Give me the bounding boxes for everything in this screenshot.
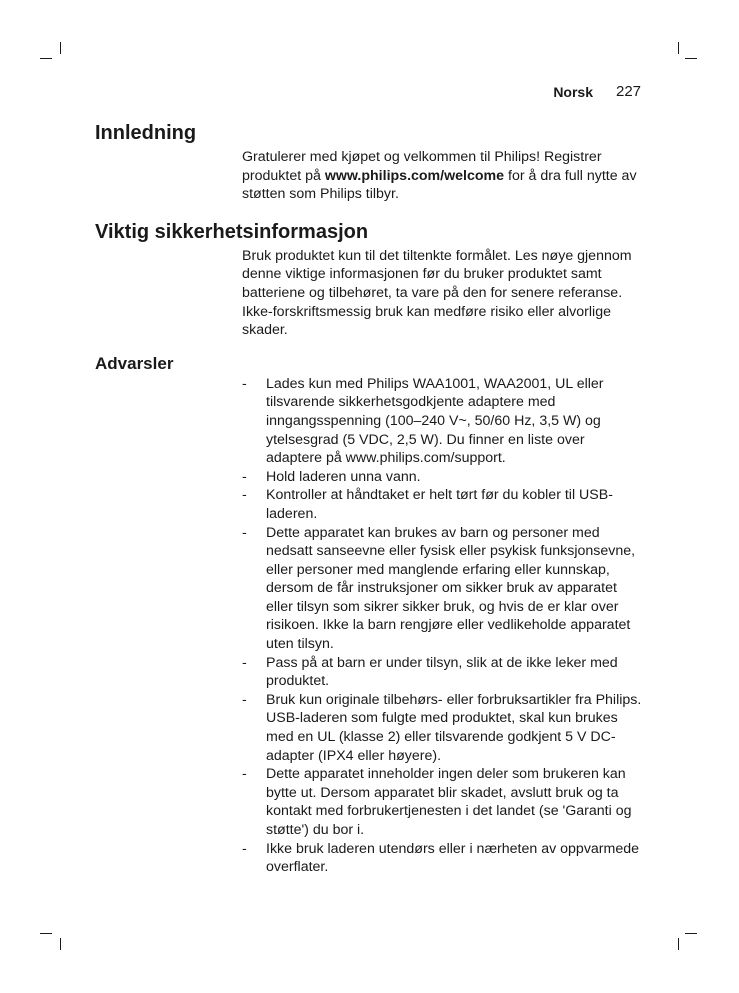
bullet-dash: - <box>242 468 247 485</box>
bullet-dash: - <box>242 766 247 783</box>
bullet-dash: - <box>242 375 247 392</box>
bullet-dash: - <box>242 487 247 504</box>
page-content <box>95 120 655 877</box>
list-item <box>242 375 644 468</box>
bullet-dash: - <box>242 654 247 671</box>
section-safety-information <box>95 219 655 340</box>
intro-text-before: Gratulerer med kjøpet og velkommen til Philips! Registrer produktet på <box>242 149 602 184</box>
crop-mark-bottom-left-h <box>40 933 52 934</box>
crop-mark-top-left-h <box>40 58 52 59</box>
crop-mark-bottom-right-h <box>685 933 697 934</box>
crop-mark-top-right-h <box>685 58 697 59</box>
list-item <box>242 691 644 765</box>
warning-text: Bruk kun originale tilbehørs- eller forbruksartikler fra Philips. USB-laderen som fulgte med produktet, skal kun brukes med en UL (klasse 2) eller tilsvarende godkjent 5 V DC-adapter (IPX4 eller høyere). <box>266 691 642 764</box>
introduction-paragraph <box>242 148 642 204</box>
list-item <box>242 840 644 877</box>
list-item <box>242 486 644 523</box>
crop-mark-bottom-right-v <box>678 938 679 950</box>
warning-text: Lades kun med Philips WAA1001, WAA2001, UL eller tilsvarende sikkerhetsgodkjente adaptere med inngangsspenning (100–240 V~, 50/60 Hz, 3,5 W) og ytelsesgrad (5 VDC, 2,5 W). Du finner en liste over adaptere på www.philips.com/support. <box>266 375 604 467</box>
section-introduction <box>95 120 655 204</box>
intro-text-after: for å dra full nytte av støtten som Philips tilbyr. <box>242 167 637 203</box>
list-item <box>242 765 644 839</box>
warning-text: Hold laderen unna vann. <box>266 468 421 485</box>
warning-text: Kontroller at håndtaket er helt tørt før du kobler til USB-laderen. <box>266 487 613 522</box>
list-item <box>242 524 644 654</box>
bullet-dash: - <box>242 840 247 857</box>
bullet-dash: - <box>242 691 247 708</box>
crop-mark-top-left-v <box>60 42 61 54</box>
welcome-link: www.philips.com/welcome <box>324 167 505 184</box>
crop-mark-top-right-v <box>678 42 679 54</box>
crop-mark-bottom-left-v <box>60 938 61 950</box>
bullet-dash: - <box>242 524 247 541</box>
warnings-list <box>95 375 644 877</box>
warning-text: Pass på at barn er under tilsyn, slik at de ikke leker med produktet. <box>266 654 618 690</box>
list-item <box>242 654 644 691</box>
list-item <box>242 468 644 487</box>
warning-text: Dette apparatet inneholder ingen deler som brukeren kan bytte ut. Dersom apparatet blir skadet, avslutt bruk og ta kontakt med forbrukertjenesten i det landet (se 'Garanti og støtte') du bor i. <box>266 766 632 838</box>
safety-paragraph: Bruk produktet kun til det tiltenkte formålet. Les nøye gjennom denne viktige informasjonen før du bruker produktet samt batteriene og tilbehøret, ta vare på den for senere referanse. Ikke-forskriftsmessig bruk kan medføre risiko eller alvorlige skader. <box>242 247 632 339</box>
page-number: 227 <box>616 83 642 100</box>
running-header <box>0 83 739 103</box>
warnings-heading: Advarsler <box>95 353 174 373</box>
safety-heading: Viktig sikkerhetsinformasjon <box>95 220 369 243</box>
section-warnings <box>95 353 655 877</box>
language-label: Norsk <box>553 84 593 100</box>
warning-text: Dette apparatet kan brukes av barn og personer med nedsatt sanseevne eller fysisk eller psykisk funksjonsevne, eller personer med manglende erfaring eller kunnskap, dersom de får instruksjoner om sikker bruk av apparatet eller tilsyn som sikrer sikker bruk, og hvis de er klar over risikoen. Ikke la barn rengjøre eller vedlikeholde apparatet uten tilsyn. <box>266 524 636 653</box>
introduction-heading: Innledning <box>95 122 197 144</box>
warning-text: Ikke bruk laderen utendørs eller i nærheten av oppvarmede overflater. <box>266 840 640 876</box>
